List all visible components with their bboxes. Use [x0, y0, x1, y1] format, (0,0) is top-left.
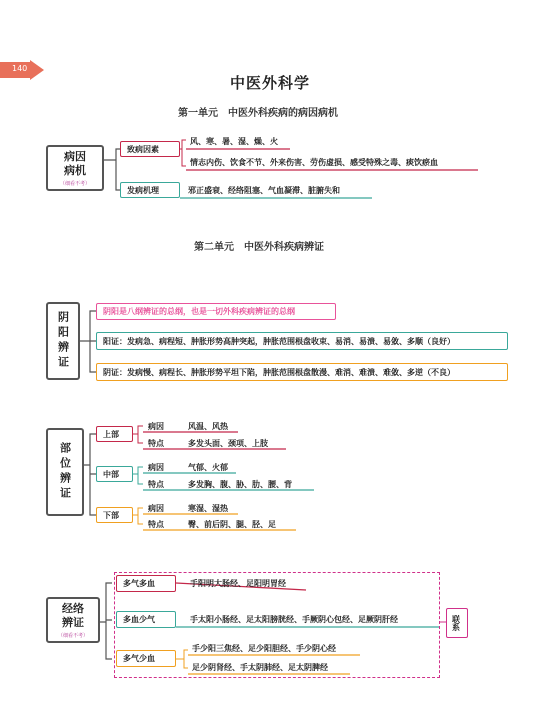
upper-cause: 风温、风热: [188, 421, 228, 431]
duoqi-duoxue-box: 多气多血: [116, 575, 176, 592]
buwei-box: [46, 428, 84, 516]
lianxi-box: [446, 608, 468, 638]
duoqi-shaoxue-line2: 足少阴肾经、手太阴肺经、足太阴脾经: [192, 662, 328, 672]
jingluo-label: 经络 辨证: [62, 601, 84, 629]
upper-feature-label: 特点: [148, 438, 164, 448]
duoqi-shaoxue-line1: 手少阳三焦经、足少阳胆经、手少阴心经: [192, 643, 336, 653]
middle-feature-label: 特点: [148, 479, 164, 489]
middle-cause: 气郁、火郁: [188, 462, 228, 472]
zhibing-box: 致病因素: [120, 141, 180, 157]
middle-feature: 多发胸、腹、胁、肋、腰、背: [188, 479, 292, 489]
upper-feature: 多发头面、颈项、上肢: [188, 438, 268, 448]
upper-cause-label: 病因: [148, 421, 164, 431]
unit1-root-label: 病因 病机: [64, 149, 86, 177]
jingluo-note: （细看不考）: [57, 632, 88, 639]
duoqi-shaoxue-box: 多气少血: [116, 650, 176, 667]
fabing-box: 发病机理: [120, 182, 180, 198]
yinyang-label: 阴阳辨证: [56, 311, 70, 371]
zhibing-line2: 情志内伤、饮食不节、外来伤害、劳伤虚损、感受特殊之毒、痰饮瘀血: [190, 157, 438, 167]
unit1-root-note: （细看不考）: [59, 180, 90, 187]
yin-syndrome: 阴证：发病慢、病程长、肿胀形势平坦下陷，肿胀范围根盘散漫、难消、难溃、难敛、多逆（不良）: [96, 363, 508, 381]
unit1-root-box: [46, 145, 104, 191]
page-number: 140: [12, 64, 28, 73]
lower-feature-label: 特点: [148, 519, 164, 529]
lower-cause-label: 病因: [148, 503, 164, 513]
jingluo-box: [46, 597, 100, 643]
duoxue-shaoqi-text: 手太阳小肠经、足太阳膀胱经、手厥阴心包经、足厥阴肝经: [190, 614, 398, 624]
lower-feature: 臀、前后阴、腿、胫、足: [188, 519, 276, 529]
lower-cause: 寒湿、湿热: [188, 503, 228, 513]
unit2-heading: 第二单元 中医外科疾病辨证: [194, 242, 324, 253]
buwei-label: 部位辨证: [58, 442, 72, 502]
duoqi-duoxue-text: 手阳明大肠经、足阳明胃经: [190, 578, 286, 588]
unit1-heading: 第一单元 中医外科疾病的病因病机: [178, 108, 338, 119]
upper-part-box: 上部: [96, 426, 133, 442]
fabing-text: 邪正盛衰、经络阻塞、气血凝滞、脏腑失和: [188, 185, 340, 195]
duoxue-shaoqi-box: 多血少气: [116, 611, 176, 628]
lower-part-box: 下部: [96, 507, 133, 523]
lianxi-label: 联系: [451, 615, 462, 631]
yinyang-box: [46, 302, 80, 380]
middle-cause-label: 病因: [148, 462, 164, 472]
yang-syndrome: 阳证：发病急、病程短、肿胀形势高肿突起，肿胀范围根盘收束、易消、易溃、易敛、多顺（良好）: [96, 332, 508, 350]
zhibing-line1: 风、寒、暑、湿、燥、火: [190, 136, 278, 146]
yinyang-general: 阴阳是八纲辨证的总纲，也是一切外科疾病辨证的总纲: [96, 303, 336, 320]
middle-part-box: 中部: [96, 466, 133, 482]
page-title: 中医外科学: [229, 74, 310, 92]
